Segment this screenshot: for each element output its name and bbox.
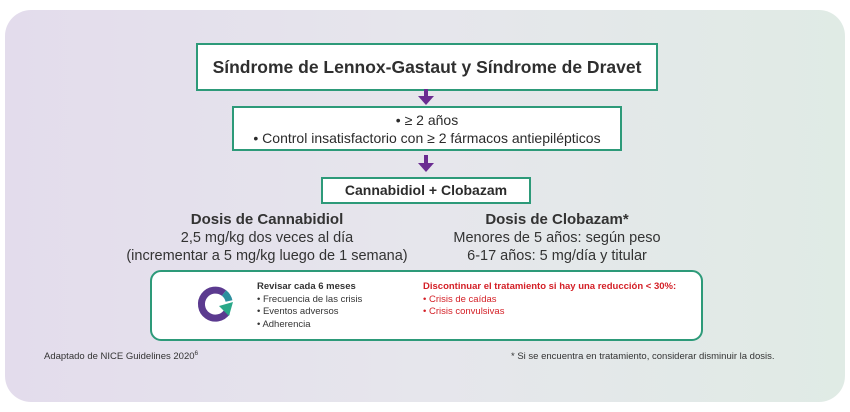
dose-footnote: * Si se encuentra en tratamiento, considerar disminuir la dosis. [511,351,775,362]
treatment-box [321,177,531,204]
cannabidiol-line: (incrementar a 5 mg/kg luego de 1 semana) [126,248,408,264]
cannabidiol-dose [117,211,417,265]
review-list [257,281,362,331]
cannabidiol-line: 2,5 mg/kg dos veces al día [180,230,354,246]
review-item: • Adherencia [257,318,311,330]
title-box [196,43,658,91]
source-text: Adaptado de NICE Guidelines 2020 [44,351,195,362]
cycle-icon [194,284,236,326]
review-box [150,270,703,341]
discontinue-item: • Crisis de caídas [423,293,497,305]
discontinue-heading: Discontinuar el tratamiento si hay una reducción < 30%: [423,281,677,292]
clobazam-heading: Dosis de Clobazam* [485,211,629,228]
review-item: • Eventos adversos [257,306,339,317]
discontinue-item: • Crisis convulsivas [423,306,505,317]
cannabidiol-heading: Dosis de Cannabidiol [190,211,344,228]
clobazam-line: 6-17 años: 5 mg/día y titular [467,248,647,264]
treatment-label: Cannabidiol + Clobazam [344,182,508,198]
clobazam-line: Menores de 5 años: según peso [453,230,661,246]
source-footnote [44,351,198,362]
criteria-box [232,106,622,151]
discontinue-list [423,281,676,319]
criteria-age: • ≥ 2 años [395,112,459,128]
review-heading: Revisar cada 6 meses [257,281,356,292]
source-reference: 6 [194,349,199,357]
clobazam-dose [432,211,682,265]
criteria-drugs: • Control insatisfactorio con ≥ 2 fármacos antiepilépticos [253,130,601,146]
diagram-title: Síndrome de Lennox-Gastaut y Síndrome de Dravet [212,57,642,77]
review-item: • Frecuencia de las crisis [257,293,363,305]
